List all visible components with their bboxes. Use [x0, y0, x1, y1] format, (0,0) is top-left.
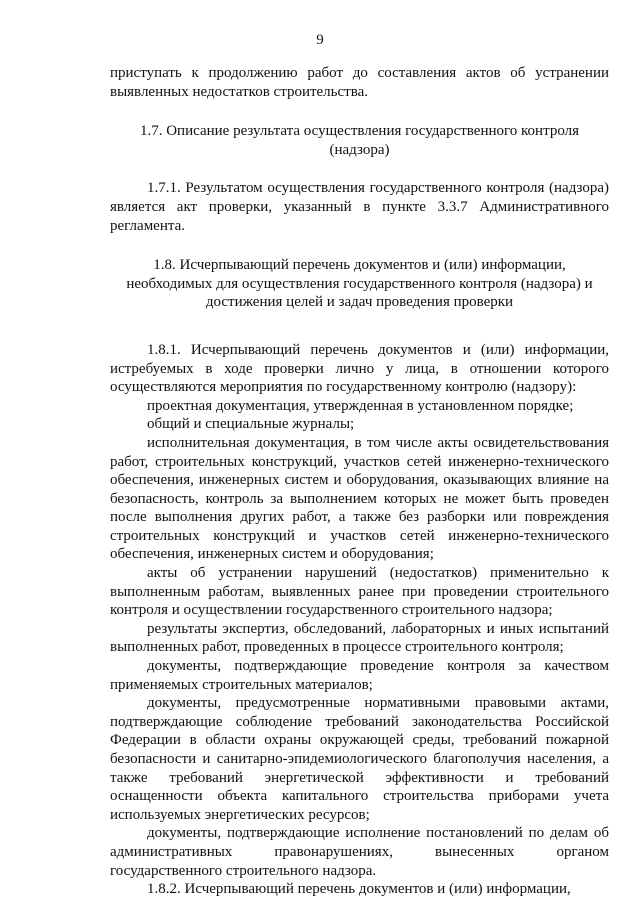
- continuation-paragraph: приступать к продолжению работ до составления актов об устранении выявленных недостатков строительства.: [110, 65, 609, 100]
- list-item-offense-resolutions: документы, подтверждающие исполнение постановлений по делам об административных правонарушениях, вынесенных органом государственного строительного надзора.: [110, 825, 609, 879]
- list-item-journals: общий и специальные журналы;: [147, 416, 355, 433]
- list-item-project-docs: проектная документация, утвержденная в установленном порядке;: [147, 397, 574, 414]
- list-item-violation-acts: акты об устранении нарушений (недостатков) применительно к выполненным работам, выявленных ранее при проведении строительного контроля и осуществлении государственного строительного надзора;: [110, 565, 609, 619]
- section-heading-1-8: 1.8. Исчерпывающий перечень документов и (или) информации, необходимых для осуществления государственного контроля (надзора) и достижения целей и задач проведения проверки: [126, 257, 593, 311]
- document-body: [110, 64, 609, 899]
- list-item-material-quality: документы, подтверждающие проведение контроля за качеством применяемых строительных материалов;: [110, 658, 609, 693]
- page-number: 9: [316, 32, 324, 48]
- list-item-test-results: результаты экспертиз, обследований, лабораторных и иных испытаний выполненных работ, проведенных в процессе строительного контроля;: [110, 620, 609, 656]
- paragraph-1-8-1: 1.8.1. Исчерпывающий перечень документов и (или) информации, истребуемых в ходе проверки лично у лица, в отношении которого осуществляются мероприятия по государственному контролю (надзору):: [110, 341, 609, 396]
- paragraph-1-8-2: 1.8.2. Исчерпывающий перечень документов и (или) информации,: [147, 881, 571, 898]
- list-item-executive-docs: исполнительная документация, в том числе акты освидетельствования работ, строительных конструкций, участков сетей инженерно-технического обеспечения, инженерных систем и оборудования, оказывающих влияние на безопасность, контроль за выполнением которых не может быть проведен после выполнения других работ, а также без разборки или повреждения строительных конструкций и участков сетей инженерно-технического обеспечения, инженерных систем и оборудования;: [110, 434, 609, 563]
- list-item-regulatory-docs: документы, предусмотренные нормативными правовыми актами, подтверждающие соблюдение требований законодательства Российской Федерации в области охраны окружающей среды, требований пожарной безопасности и санитарно-эпидемиологического благополучия населения, а также требований энергетической эффективности и требований оснащенности объекта капитального строительства приборами учета используемых энергетических ресурсов;: [110, 695, 609, 823]
- section-heading-1-7: 1.7. Описание результата осуществления государственного контроля (надзора): [139, 123, 580, 158]
- paragraph-1-7-1: 1.7.1. Результатом осуществления государственного контроля (надзора) является акт проверки, указанный в пункте 3.3.7 Административного регламента.: [110, 180, 609, 234]
